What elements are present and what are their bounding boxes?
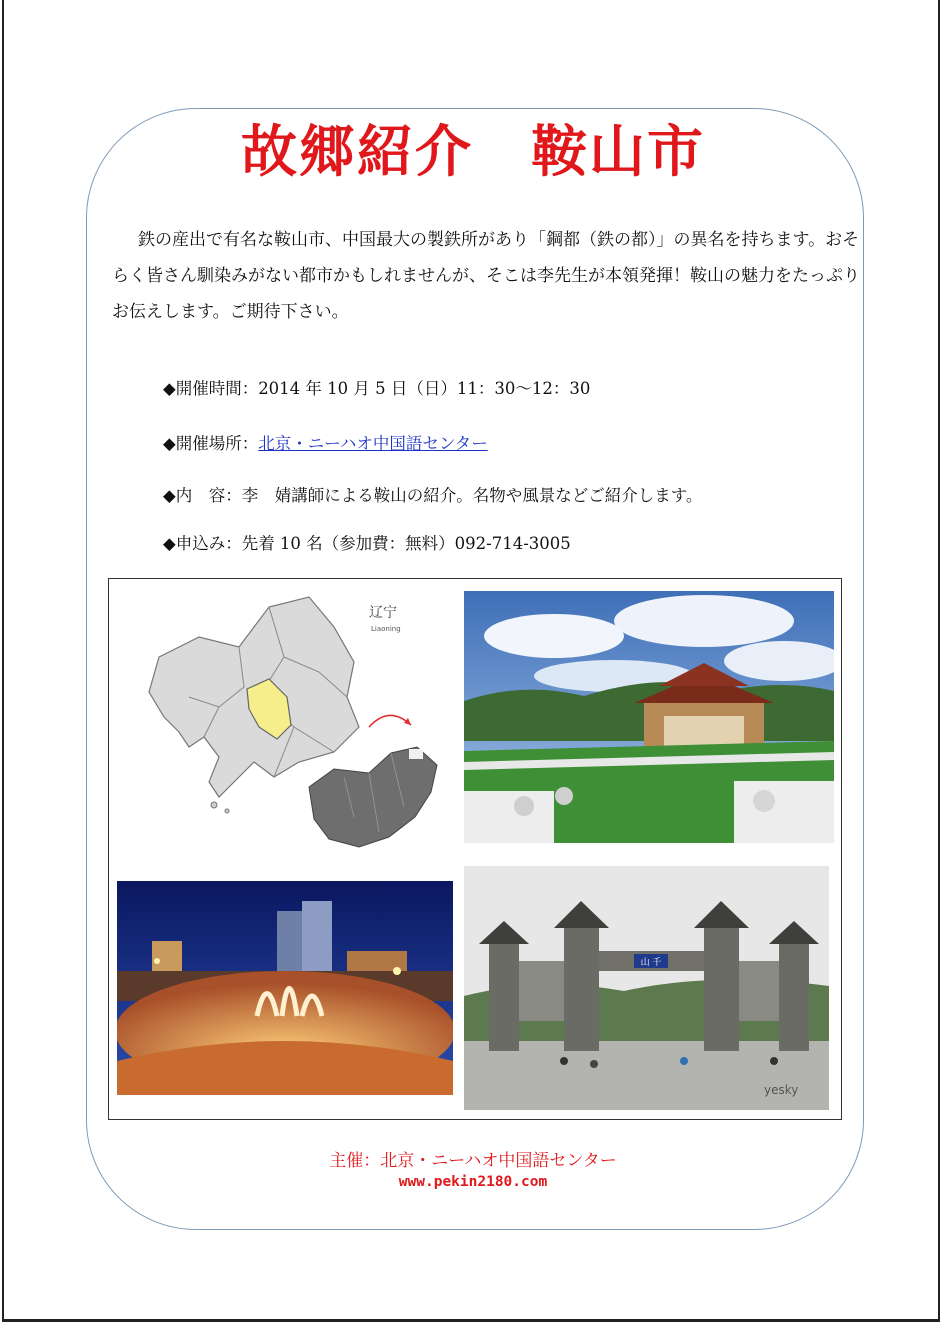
footer-url[interactable]: www.pekin2180.com	[398, 1174, 548, 1190]
photo-gallery	[108, 578, 842, 1120]
photo-watermark: yesky	[764, 1083, 799, 1097]
footer-organizer: 主催：北京・ニーハオ中国語センター	[329, 1151, 617, 1171]
info-time: ◆開催時間：2014 年 10 月 5 日（日）11：30～12：30	[163, 379, 591, 398]
gate-sign: 山 千	[640, 958, 662, 968]
gate-photo	[464, 866, 829, 1110]
intro-paragraph: 鉄の産出で有名な鞍山市、中国最大の製鉄所があり「鋼都（鉄の都）」の異名を持ちます。おそらく皆さん馴染みがない都市かもしれませんが、そこは李先生が本領発揮！鞍山の魅力をたっぷりお伝えします。ご期待下さい。	[112, 230, 860, 322]
info-content: ◆内 容：李 婧講師による鞍山の紹介。名物や風景などご紹介します。	[163, 486, 703, 505]
map-label-en: Liaoning	[371, 625, 401, 633]
liaoning-map-image	[119, 587, 449, 857]
night-fountain-photo	[117, 881, 453, 1095]
page-title: 故郷紹介 鞍山市	[241, 119, 705, 185]
venue-link[interactable]: 北京・ニーハオ中国語センター	[258, 434, 488, 453]
info-place-label: ◆開催場所：	[163, 434, 259, 453]
map-label-cn: 辽宁	[369, 605, 397, 621]
info-apply: ◆申込み：先着 10 名（参加費：無料）092-714-3005	[163, 534, 571, 553]
temple-photo	[464, 591, 834, 843]
info-place	[163, 430, 488, 454]
